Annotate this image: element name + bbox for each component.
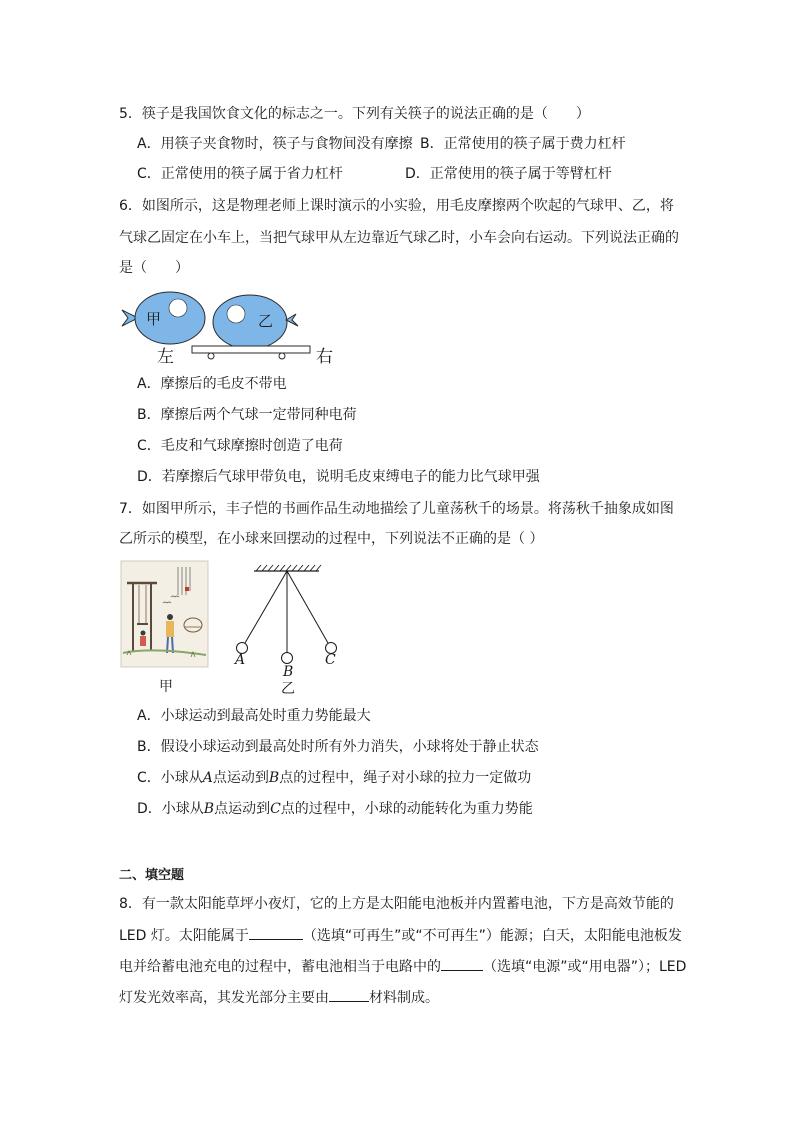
figure-caption-yi: 乙 <box>281 681 295 697</box>
q7-option-b: B．假设小球运动到最高处时所有外力消失，小球将处于静止状态 <box>137 739 539 755</box>
q6-stem-line1: 6．如图所示，这是物理老师上课时演示的小实验，用毛皮摩擦两个吹起的气球甲、乙，将 <box>119 198 674 214</box>
q8-blank-2[interactable] <box>441 956 483 971</box>
q7-option-d: D．小球从B点运动到C点的过程中，小球的动能转化为重力势能 <box>137 801 533 817</box>
q5-option-d: D．正常使用的筷子属于等臂杠杆 <box>405 166 612 182</box>
q5-option-a: A．用筷子夹食物时，筷子与食物间没有摩擦 <box>137 136 413 152</box>
point-a-label: A <box>235 652 246 668</box>
point-b-label: B <box>283 664 294 680</box>
q8-blank-3[interactable] <box>329 987 369 1002</box>
painting-swing-image <box>121 561 208 667</box>
q8-blank-1[interactable] <box>249 925 303 940</box>
string-a <box>245 571 287 643</box>
q5-option-c: C．正常使用的筷子属于省力杠杆 <box>137 166 343 182</box>
q7-option-a: A．小球运动到最高处时重力势能最大 <box>137 708 371 724</box>
q8-line4: 灯发光效率高，其发光部分主要由 材料制成。 <box>119 987 439 1008</box>
q5-option-b: B．正常使用的筷子属于费力杠杆 <box>420 136 626 152</box>
q7-stem-line2: 乙所示的模型，在小球来回摆动的过程中，下列说法不正确的是（ ） <box>119 531 544 547</box>
q5-stem: 5．筷子是我国饮食文化的标志之一。下列有关筷子的说法正确的是（ ） <box>119 106 590 122</box>
string-c <box>287 571 328 643</box>
point-c-label: C <box>325 652 336 668</box>
figure-caption-jia: 甲 <box>159 679 173 695</box>
q6-option-c: C．毛皮和气球摩擦时创造了电荷 <box>137 438 343 454</box>
q6-stem-line3: 是（ ） <box>119 260 189 276</box>
q6-option-a: A．摩擦后的毛皮不带电 <box>137 376 287 392</box>
q6-option-d: D．若摩擦后气球甲带负电，说明毛皮束缚电子的能力比气球甲强 <box>137 469 540 485</box>
cart-wheel-left <box>208 353 214 359</box>
q6-option-b: B．摩擦后两个气球一定带同种电荷 <box>137 407 357 423</box>
q7-stem-line1: 7．如图甲所示，丰子恺的书画作品生动地描绘了儿童荡秋千的场景。将荡秋千抽象成如图 <box>119 501 674 517</box>
ceiling-hatch <box>256 565 321 571</box>
section-heading-fill-in: 二、填空题 <box>119 868 185 883</box>
q8-line1: 8．有一款太阳能草坪小夜灯，它的上方是太阳能电池板并内置蓄电池，下方是高效节能的 <box>119 896 674 912</box>
q7-option-c: C．小球从A点运动到B点的过程中，绳子对小球的拉力一定做功 <box>137 770 532 786</box>
balloon-jia-highlight <box>169 299 187 317</box>
balloon-yi-label: 乙 <box>258 312 274 330</box>
q6-stem-line2: 气球乙固定在小车上，当把气球甲从左边靠近气球乙时，小车会向右运动。下列说法正确的 <box>119 230 679 246</box>
q8-line3: 电并给蓄电池充电的过程中，蓄电池相当于电路中的 （选填“电源”或“用电器”）；LED <box>119 956 686 977</box>
side-right-label: 右 <box>316 347 333 367</box>
balloon-yi <box>213 295 287 349</box>
ball-b <box>282 653 293 664</box>
balloon-right-tie <box>286 314 298 326</box>
cart-body <box>192 346 310 353</box>
side-left-label: 左 <box>157 347 174 367</box>
balloon-jia-label: 甲 <box>146 310 162 328</box>
cart-wheel-right <box>279 353 285 359</box>
balloon-yi-highlight <box>227 305 245 323</box>
q8-line2: LED 灯。太阳能属于 （选填“可再生”或“不可再生”）能源；白天，太阳能电池板发 <box>119 925 682 946</box>
